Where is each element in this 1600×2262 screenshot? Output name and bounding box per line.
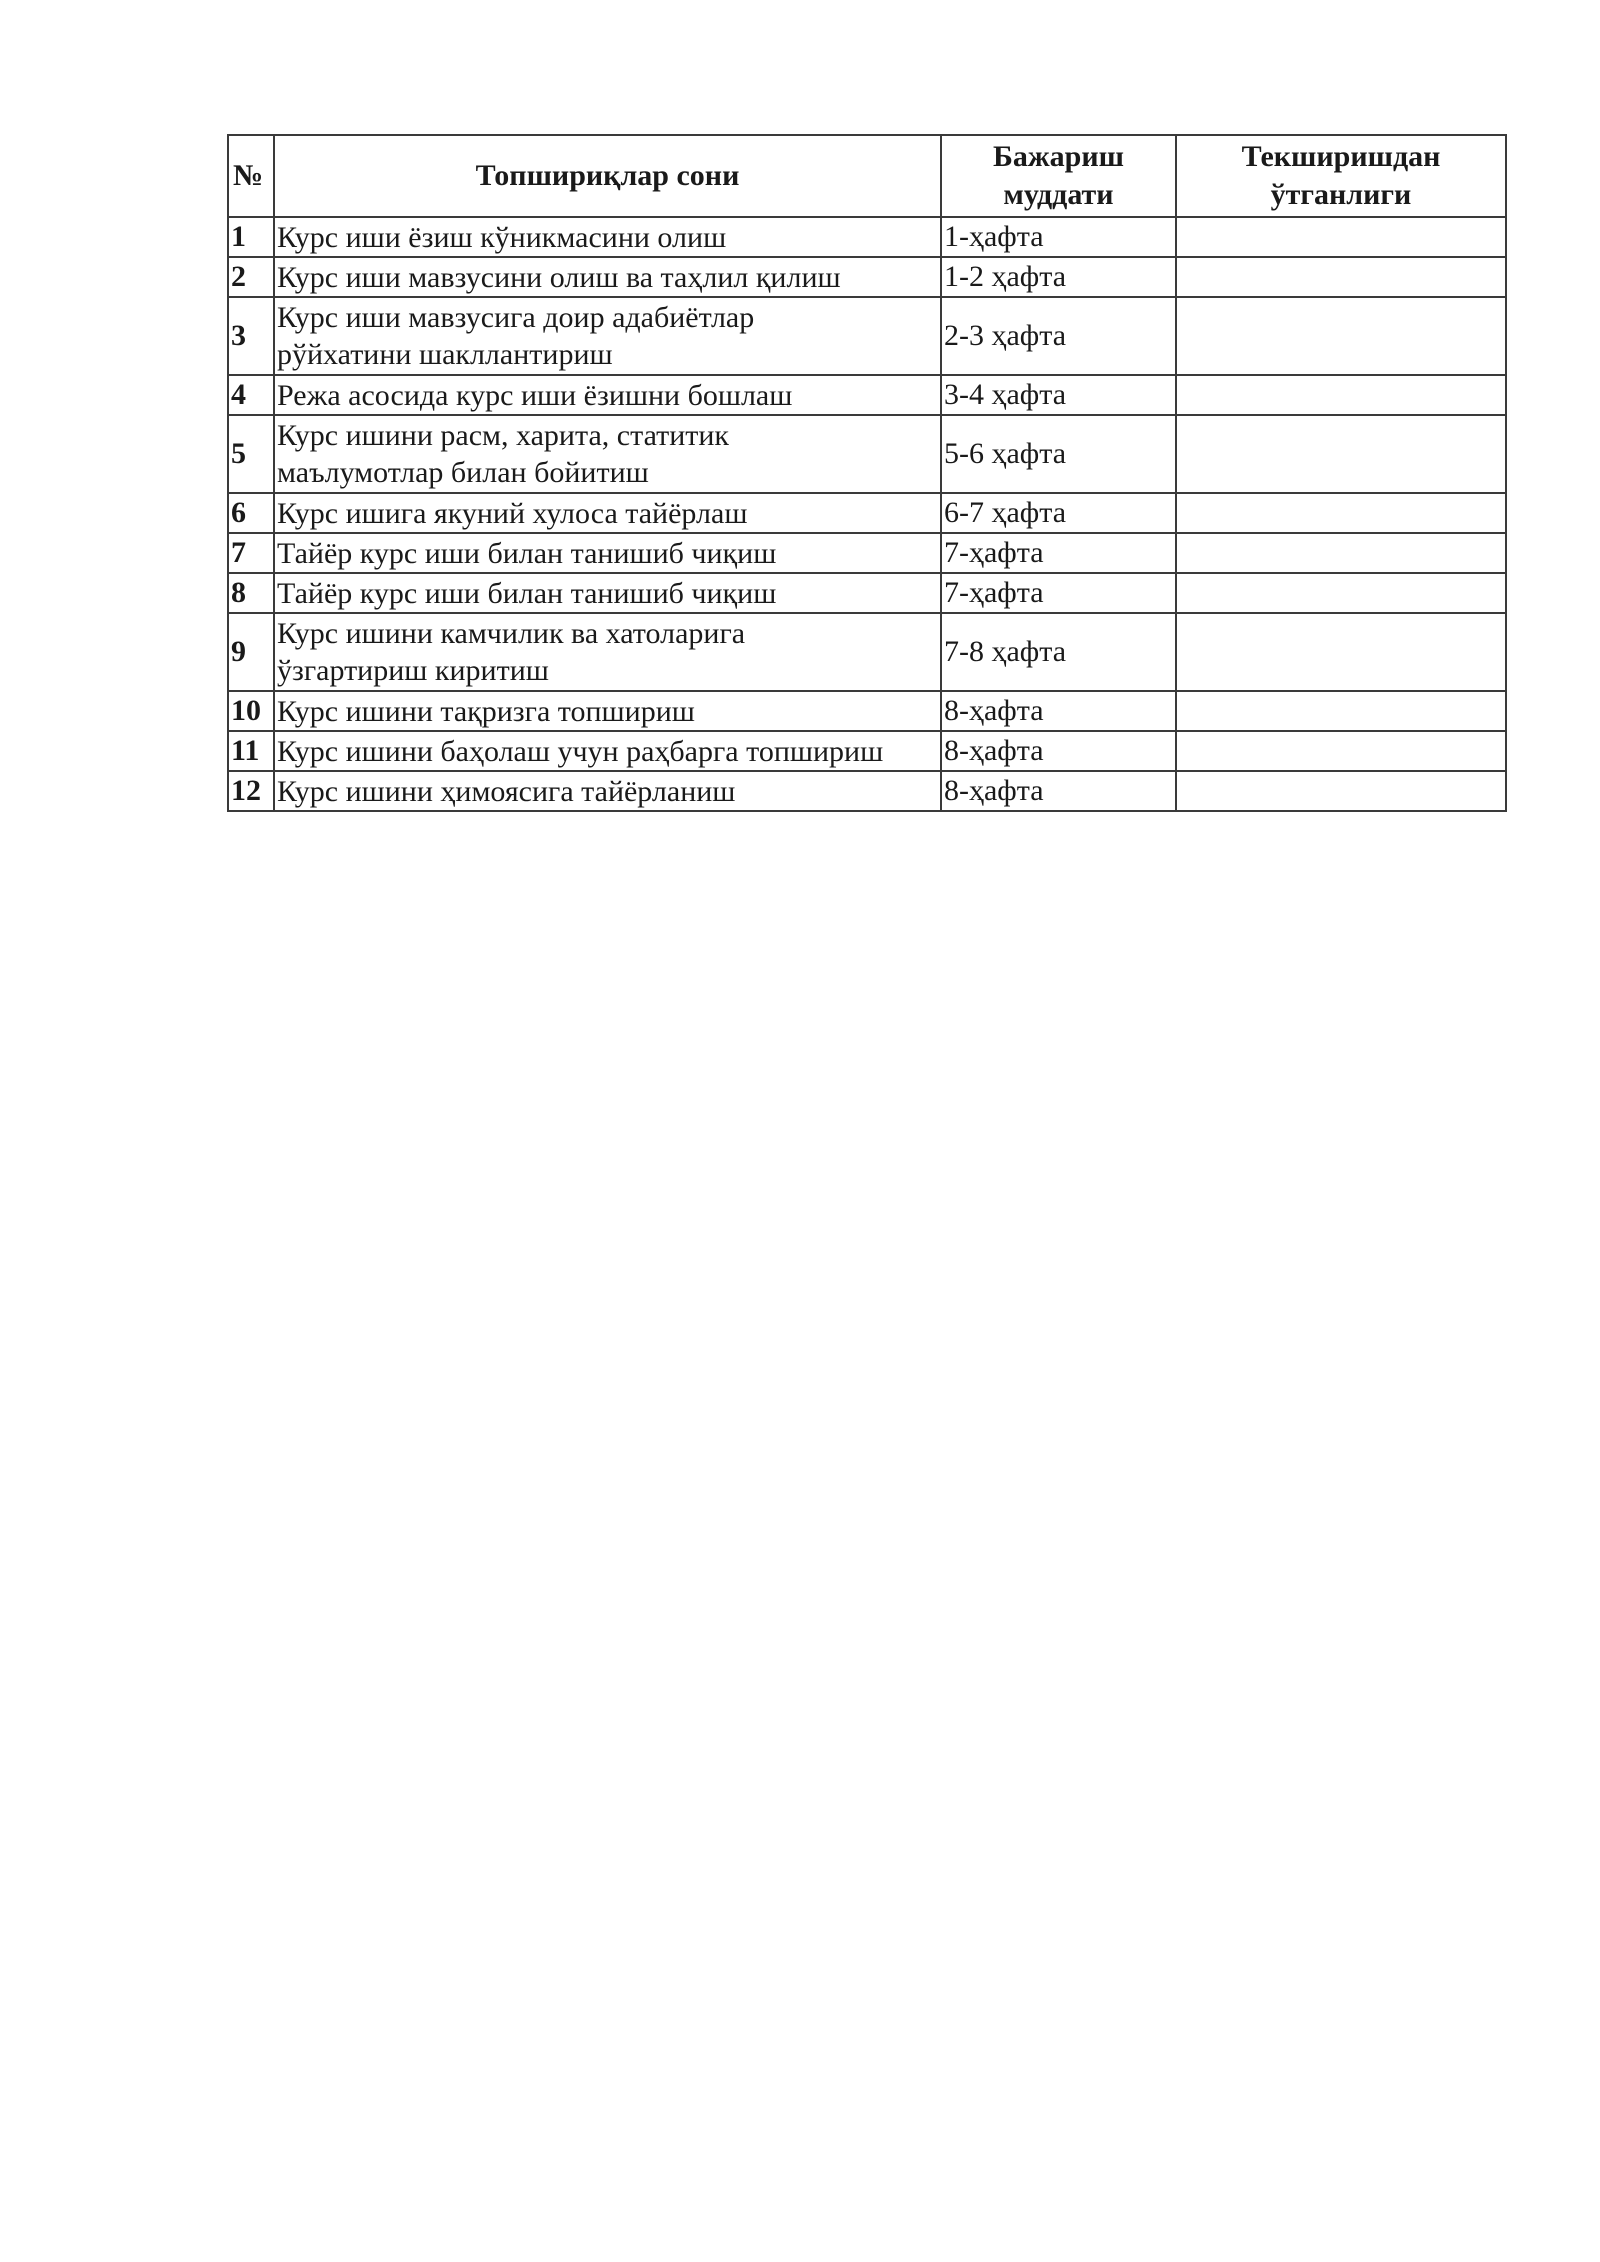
row-number: 9	[228, 613, 274, 691]
header-check	[1176, 135, 1506, 217]
row-check	[1176, 415, 1506, 493]
row-task: Тайёр курс иши билан танишиб чиқиш	[274, 573, 941, 613]
row-task: Курс ишини ҳимоясига тайёрланиш	[274, 771, 941, 811]
row-task: Курс иши мавзусини олиш ва таҳлил қилиш	[274, 257, 941, 297]
row-check	[1176, 257, 1506, 297]
row-task: Курс ишини баҳолаш учун раҳбарга топшириш	[274, 731, 941, 771]
row-check	[1176, 217, 1506, 257]
table-row	[228, 493, 1506, 533]
table-row	[228, 731, 1506, 771]
row-term: 7-8 ҳафта	[941, 613, 1176, 691]
row-number: 11	[228, 731, 274, 771]
table-row	[228, 613, 1506, 691]
row-number: 7	[228, 533, 274, 573]
row-number: 12	[228, 771, 274, 811]
row-number: 8	[228, 573, 274, 613]
row-task: Курс иши ёзиш кўникмасини олиш	[274, 217, 941, 257]
header-deadline	[941, 135, 1176, 217]
row-number: 1	[228, 217, 274, 257]
table-row	[228, 415, 1506, 493]
row-check	[1176, 375, 1506, 415]
row-task-line2: ўзгартириш киритиш	[277, 654, 549, 687]
row-term: 5-6 ҳафта	[941, 415, 1176, 493]
row-term: 7-ҳафта	[941, 573, 1176, 613]
row-task: Режа асосида курс иши ёзишни бошлаш	[274, 375, 941, 415]
header-check-line1: Текширишдан	[1241, 140, 1441, 173]
row-number: 10	[228, 691, 274, 731]
table-row	[228, 297, 1506, 375]
row-term: 3-4 ҳафта	[941, 375, 1176, 415]
table-row	[228, 573, 1506, 613]
header-task: Топшириқлар сони	[274, 135, 941, 217]
header-deadline-line2: муддати	[1003, 178, 1114, 211]
row-check	[1176, 297, 1506, 375]
row-task	[274, 415, 941, 493]
table-header-row	[228, 135, 1506, 217]
header-number: №	[228, 135, 274, 217]
row-check	[1176, 573, 1506, 613]
row-number: 6	[228, 493, 274, 533]
row-term: 1-ҳафта	[941, 217, 1176, 257]
row-check	[1176, 731, 1506, 771]
row-task	[274, 613, 941, 691]
row-task-line1: Курс ишини камчилик ва хатоларига	[277, 617, 746, 650]
table-row	[228, 217, 1506, 257]
table-row	[228, 257, 1506, 297]
table-row	[228, 771, 1506, 811]
row-check	[1176, 771, 1506, 811]
row-task: Тайёр курс иши билан танишиб чиқиш	[274, 533, 941, 573]
row-term: 2-3 ҳафта	[941, 297, 1176, 375]
row-check	[1176, 691, 1506, 731]
row-term: 1-2 ҳафта	[941, 257, 1176, 297]
row-number: 5	[228, 415, 274, 493]
row-number: 3	[228, 297, 274, 375]
row-task-line1: Курс ишини расм, харита, статитик	[277, 419, 730, 452]
row-term: 8-ҳафта	[941, 731, 1176, 771]
row-term: 6-7 ҳафта	[941, 493, 1176, 533]
row-task-line2: рўйхатини шакллантириш	[277, 338, 613, 371]
row-task: Курс ишини тақризга топшириш	[274, 691, 941, 731]
row-task-line2: маълумотлар билан бойитиш	[277, 456, 649, 489]
row-check	[1176, 613, 1506, 691]
row-check	[1176, 493, 1506, 533]
row-task	[274, 297, 941, 375]
row-task: Курс ишига якуний хулоса тайёрлаш	[274, 493, 941, 533]
table-row	[228, 691, 1506, 731]
row-term: 8-ҳафта	[941, 771, 1176, 811]
row-number: 4	[228, 375, 274, 415]
row-number: 2	[228, 257, 274, 297]
row-term: 7-ҳафта	[941, 533, 1176, 573]
table-row	[228, 533, 1506, 573]
header-check-line2: ўтганлиги	[1270, 178, 1412, 211]
header-deadline-line1: Бажариш	[993, 140, 1124, 173]
task-schedule-table	[227, 134, 1507, 812]
row-check	[1176, 533, 1506, 573]
row-term: 8-ҳафта	[941, 691, 1176, 731]
row-task-line1: Курс иши мавзусига доир адабиётлар	[277, 301, 755, 334]
table-row	[228, 375, 1506, 415]
